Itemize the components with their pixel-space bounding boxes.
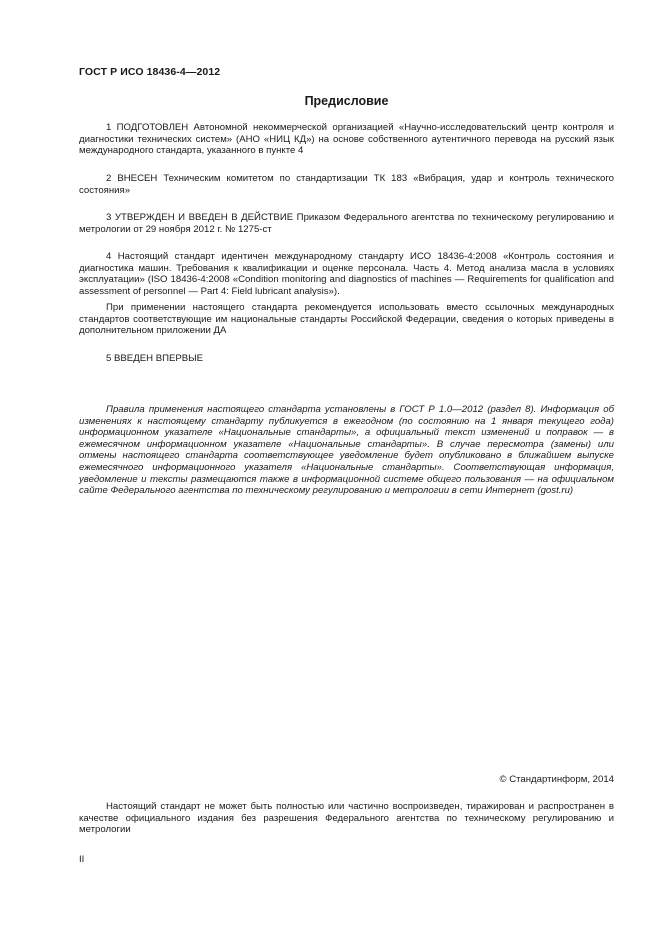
application-rules-notice: Правила применения настоящего стандарта установлены в ГОСТ Р 1.0—2012 (раздел 8). Информация об изменениях к настоящему стандарту публикуется в ежегодном (по состоянию на 1 января текущего года) информационном указателе «Национальные стандарты», а официальный текст изменений и поправок — в ежемесячном информационном указателе «Национальные стандарты». В случае пересмотра (замены) или отмены настоящего стандарта соответствующее уведомление будет опубликовано в ближайшем выпуске ежемесячного информационного указателя «Национальные стандарты». Соответствующая информация, уведомление и тексты размещаются также в информационной системе общего пользования — на официальном сайте Федерального агентства по техническому регулированию и метрологии в сети Интернет (gost.ru) (79, 404, 614, 497)
standard-code: ГОСТ Р ИСО 18436-4—2012 (79, 66, 221, 78)
copyright-notice: © Стандартинформ, 2014 (499, 774, 614, 785)
reproduction-notice: Настоящий стандарт не может быть полностью или частично воспроизведен, тиражирован и распространен в качестве официального издания без разрешения Федерального агентства по техническому регулированию и метрологии (79, 801, 614, 836)
paragraph-5: 5 ВВЕДЕН ВПЕРВЫЕ (106, 353, 204, 364)
paragraph-3: 3 УТВЕРЖДЕН И ВВЕДЕН В ДЕЙСТВИЕ Приказом Федерального агентства по техническому регулированию и метрологии от 29 ноября 2012 г. № 1275-ст (79, 212, 614, 235)
paragraph-4: 4 Настоящий стандарт идентичен международному стандарту ИСО 18436-4:2008 «Контроль состояния и диагностика машин. Требования к квалификации и оценке персонала. Часть 4. Метод анализа масла в условиях эксплуатации» (ISO 18436-4:2008 «Condition monitoring and diagnostics of machines — Requirements for qualification and assessment of personnel — Part 4: Field lubricant analysis»). (79, 251, 614, 297)
page-title: Предисловие (304, 94, 389, 108)
paragraph-4-note: При применении настоящего стандарта рекомендуется использовать вместо ссылочных международных стандартов соответствующие им национальные стандарты Российской Федерации, сведения о которых приведены в дополнительном приложении ДА (79, 302, 614, 337)
page-number: II (79, 854, 85, 865)
paragraph-1: 1 ПОДГОТОВЛЕН Автономной некоммерческой организацией «Научно-исследовательский центр контроля и диагностики технических систем» (АНО «НИЦ КД») на основе собственного аутентичного перевода на русский язык международного стандарта, указанного в пункте 4 (79, 122, 614, 157)
paragraph-2: 2 ВНЕСЕН Техническим комитетом по стандартизации ТК 183 «Вибрация, удар и контроль технического состояния» (79, 173, 614, 196)
